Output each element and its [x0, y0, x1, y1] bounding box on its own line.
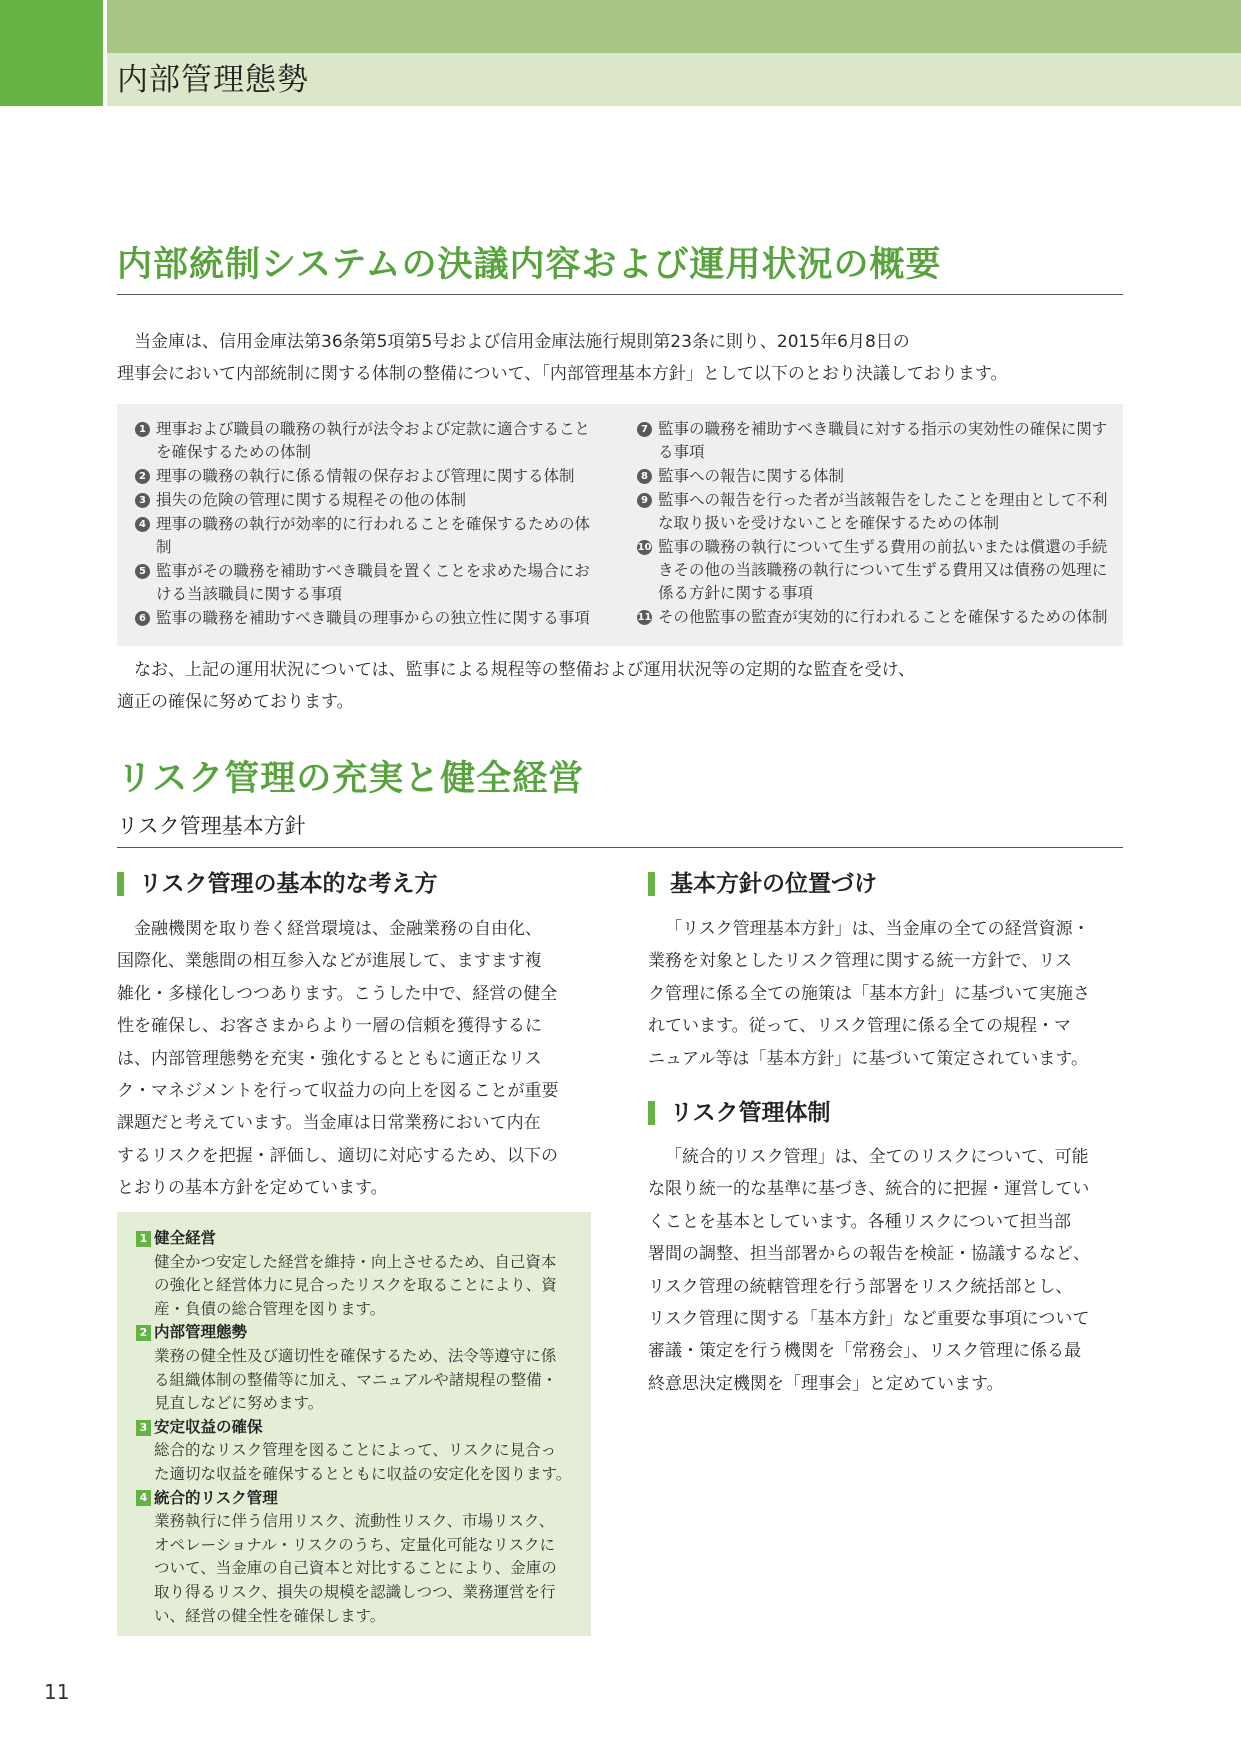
page-number: 11 [44, 1680, 70, 1704]
policy-line: た適切な収益を確保するとともに収益の安定化を図ります。 [154, 1464, 572, 1483]
policy-line: オペレーショナル・リスクのうち、定量化可能なリスクに [154, 1535, 555, 1554]
resolution-item [135, 489, 605, 512]
policy-heading [136, 1487, 586, 1511]
intro-paragraph [117, 326, 1117, 390]
item-text: 理事の職務の執行に係る情報の保存および管理に関する体制 [156, 467, 575, 485]
policy-line: 総合的なリスク管理を図ることによって、リスクに見合っ [154, 1441, 557, 1460]
policy-line: い、経営の健全性を確保します。 [154, 1606, 386, 1625]
paragraph-line: 終意思決定機関を「理事会」と定めています。 [648, 1373, 1004, 1394]
item-number-badge: 4 [135, 517, 150, 532]
policy-heading [136, 1416, 586, 1440]
resolution-item [135, 560, 605, 606]
intro-line: 当金庫は、信用金庫法第36条第5項第5号および信用金庫法施行規則第23条に則り、2015年6月8日の [134, 332, 910, 352]
policy-description [136, 1439, 586, 1486]
heading-policy-positioning: 基本方針の位置づけ [648, 867, 877, 901]
heading-basic-concept: リスク管理の基本的な考え方 [117, 867, 438, 901]
paragraph-line: 審議・策定を行う機関を「常務会」、リスク管理に係る最 [648, 1341, 1082, 1362]
policy-line: 健全かつ安定した経営を維持・向上させるため、自己資本 [154, 1252, 557, 1271]
paragraph-line: 性を確保し、お客さまからより一層の信頼を獲得するに [117, 1016, 542, 1037]
note-line: なお、上記の運用状況については、監事による規程等の整備および運用状況等の定期的な監査を受け、 [134, 660, 915, 680]
audit-note [117, 654, 1117, 718]
item-text: 損失の危険の管理に関する規程その他の体制 [156, 491, 467, 509]
paragraph-line: ニュアル等は「基本方針」に基づいて策定されています。 [648, 1048, 1088, 1069]
policy-description [136, 1345, 586, 1416]
resolution-item [637, 606, 1109, 629]
paragraph-line: 署間の調整、担当部署からの報告を検証・協議するなど、 [648, 1244, 1090, 1265]
header-accent-block [0, 0, 103, 106]
policy-description [136, 1510, 586, 1628]
item-number-badge: 7 [637, 422, 652, 437]
paragraph-line: ク・マネジメントを行って収益力の向上を図ることが重要 [117, 1081, 559, 1102]
paragraph-line: とおりの基本方針を定めています。 [117, 1178, 388, 1199]
item-number-badge: 5 [135, 564, 150, 579]
section-title-internal-control: 内部統制システムの決議内容および運用状況の概要 [117, 245, 942, 285]
policy-description [136, 1251, 586, 1322]
policy-list [136, 1227, 586, 1628]
resolution-item [135, 607, 605, 630]
policy-title: 統合的リスク管理 [154, 1488, 278, 1507]
paragraph-line: 課題だと考えています。当金庫は日常業務において内在 [117, 1113, 541, 1134]
policy-line: る組織体制の整備等に加え、マニュアルや諸規程の整備・ [154, 1370, 558, 1389]
policy-number-badge: 2 [136, 1325, 151, 1341]
resolution-item [637, 536, 1109, 605]
item-text: 理事および職員の職務の執行が法令および定款に適合することを確保するための体制 [156, 420, 591, 461]
item-text: 理事の職務の執行が効率的に行われることを確保するための体制 [156, 515, 591, 556]
policy-heading [136, 1227, 586, 1251]
policy-title: 安定収益の確保 [154, 1417, 263, 1436]
item-text: 監事の職務を補助すべき職員に対する指示の実効性の確保に関する事項 [658, 420, 1108, 461]
paragraph-line: くことを基本としています。各種リスクについて担当部 [648, 1211, 1071, 1232]
policy-line: 見直しなどに努めます。 [154, 1394, 324, 1413]
item-text: 監事への報告を行った者が当該報告をしたことを理由として不利な取り扱いを受けないことを確保するための体制 [658, 491, 1108, 532]
paragraph-line: れています。従って、リスク管理に係る全ての規程・マ [648, 1016, 1071, 1037]
item-number-badge: 8 [637, 469, 652, 484]
item-number-badge: 10 [637, 542, 652, 553]
paragraph-line: リスク管理の統轄管理を行う部署をリスク統括部とし、 [648, 1276, 1073, 1297]
section-title-risk-management: リスク管理の充実と健全経営 [117, 759, 585, 799]
resolution-item [637, 418, 1109, 464]
resolution-item [135, 513, 605, 559]
paragraph-line: 雑化・多様化しつつあります。こうした中で、経営の健全 [117, 983, 558, 1004]
paragraph-line: な限り統一的な基準に基づき、統合的に把握・運営してい [648, 1179, 1090, 1200]
item-text: 監事への報告に関する体制 [658, 467, 845, 485]
risk-system-paragraph [648, 1141, 1128, 1400]
basic-concept-paragraph [117, 913, 597, 1205]
policy-line: 産・負債の総合管理を図ります。 [154, 1299, 386, 1318]
page-title: 内部管理態勢 [117, 62, 309, 98]
section-subtitle: リスク管理基本方針 [117, 814, 306, 838]
policy-line: 取り得るリスク、損失の規模を認識しつつ、業務運営を行 [154, 1582, 556, 1601]
policy-line: 業務の健全性及び適切性を確保するため、法令等遵守に係 [154, 1346, 557, 1365]
item-text: 監事の職務の執行について生ずる費用の前払いまたは償還の手続きその他の当該職務の執行について生ずる費用又は債務の処理に係る方針に関する事項 [658, 538, 1108, 602]
paragraph-line: 「統合的リスク管理」は、全てのリスクについて、可能 [665, 1147, 1089, 1167]
resolution-items-right [637, 418, 1109, 630]
item-number-badge: 3 [135, 493, 150, 508]
paragraph-line: 「リスク管理基本方針」は、当金庫の全ての経営資源・ [665, 919, 1090, 939]
policy-positioning-paragraph [648, 913, 1128, 1075]
paragraph-line: リスク管理に関する「基本方針」など重要な事項について [648, 1309, 1090, 1330]
intro-line: 理事会において内部統制に関する体制の整備について、「内部管理基本方針」として以下のとおり決議しております。 [117, 364, 1008, 384]
paragraph-line: ク管理に係る全ての施策は「基本方針」に基づいて実施さ [648, 983, 1090, 1004]
policy-number-badge: 1 [136, 1231, 151, 1247]
paragraph-line: 金融機関を取り巻く経営環境は、金融業務の自由化、 [134, 919, 542, 939]
header-top-band [107, 0, 1241, 53]
resolution-item [637, 489, 1109, 535]
note-line: 適正の確保に努めております。 [117, 692, 354, 712]
section-divider [117, 294, 1123, 295]
policy-title: 健全経営 [154, 1229, 217, 1247]
item-text: 監事の職務を補助すべき職員の理事からの独立性に関する事項 [156, 609, 590, 627]
item-number-badge: 1 [135, 422, 150, 437]
item-number-badge: 2 [135, 469, 150, 484]
item-number-badge: 11 [637, 612, 652, 623]
policy-line: ついて、当金庫の自己資本と対比することにより、金庫の [154, 1559, 557, 1578]
heading-risk-system: リスク管理体制 [648, 1096, 831, 1130]
resolution-item [637, 465, 1109, 488]
resolution-item [135, 465, 605, 488]
paragraph-line: するリスクを把握・評価し、適切に対応するため、以下の [117, 1145, 558, 1166]
resolution-item [135, 418, 605, 464]
resolution-items-left [135, 418, 605, 631]
item-text: 監事がその職務を補助すべき職員を置くことを求めた場合における当該職員に関する事項 [156, 562, 590, 603]
policy-line: の強化と経営体力に見合ったリスクを取ることにより、資 [154, 1276, 557, 1295]
section-divider [117, 847, 1123, 848]
item-number-badge: 9 [637, 493, 652, 508]
item-number-badge: 6 [135, 611, 150, 626]
policy-title: 内部管理態勢 [154, 1323, 248, 1342]
policy-number-badge: 4 [136, 1490, 151, 1506]
paragraph-line: 国際化、業態間の相互参入などが進展して、ますます複 [117, 951, 542, 972]
policy-line: 業務執行に伴う信用リスク、流動性リスク、市場リスク、 [154, 1512, 555, 1531]
paragraph-line: 業務を対象としたリスク管理に関する統一方針で、リス [648, 951, 1072, 972]
item-text: その他監事の監査が実効的に行われることを確保するための体制 [658, 608, 1108, 626]
paragraph-line: は、内部管理態勢を充実・強化するとともに適正なリス [117, 1048, 542, 1069]
policy-number-badge: 3 [136, 1420, 151, 1436]
policy-heading [136, 1321, 586, 1345]
